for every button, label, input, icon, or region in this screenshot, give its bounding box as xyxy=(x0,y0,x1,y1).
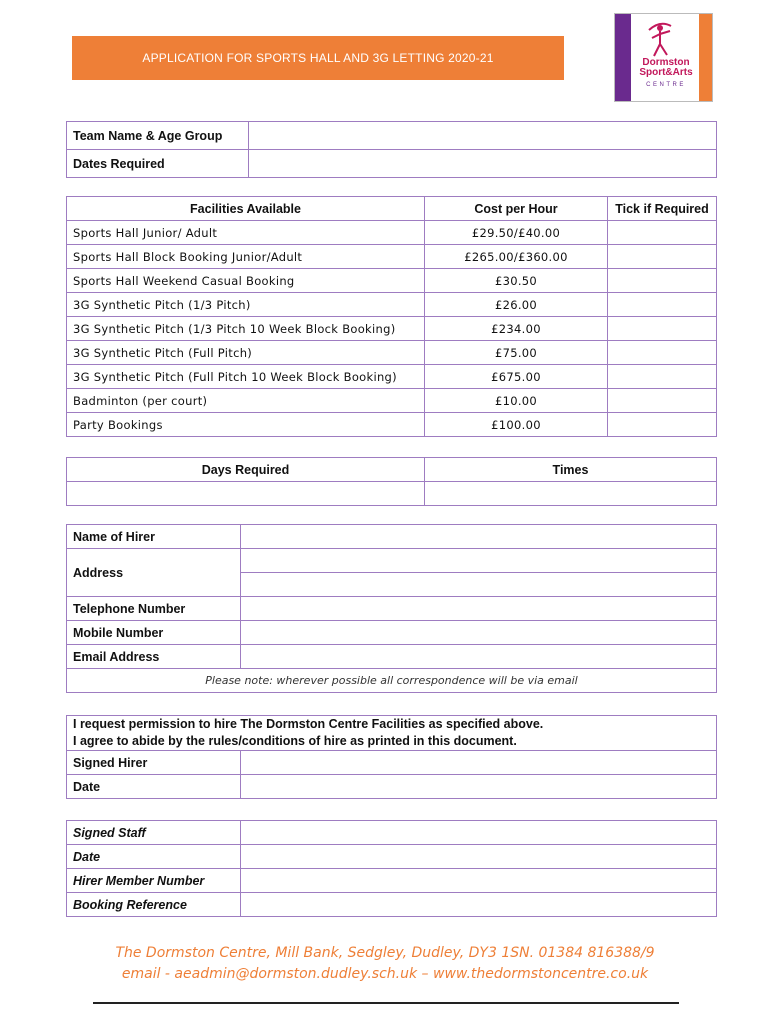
mobile-input[interactable] xyxy=(241,621,717,645)
table-row xyxy=(67,317,717,341)
signed-staff-input[interactable] xyxy=(241,821,717,845)
tick-cell[interactable] xyxy=(608,389,717,413)
hirer-date-label: Date xyxy=(67,775,241,799)
email-input[interactable] xyxy=(241,645,717,669)
times-header: Times xyxy=(425,458,717,482)
name-of-hirer-label: Name of Hirer xyxy=(67,525,241,549)
facility-cost: £26.00 xyxy=(425,293,608,317)
facility-cost: £675.00 xyxy=(425,365,608,389)
logo-line-2: Sport&Arts xyxy=(639,67,693,78)
cost-header: Cost per Hour xyxy=(425,197,608,221)
tick-cell[interactable] xyxy=(608,221,717,245)
dormston-logo xyxy=(614,13,713,102)
consent-table xyxy=(66,715,717,799)
times-input[interactable] xyxy=(425,482,717,506)
signed-hirer-label: Signed Hirer xyxy=(67,751,241,775)
facility-cost: £30.50 xyxy=(425,269,608,293)
consent-line-1: I request permission to hire The Dormston Centre Facilities as specified above. xyxy=(73,717,544,731)
facilities-table xyxy=(66,196,717,437)
team-table xyxy=(66,121,717,178)
telephone-label: Telephone Number xyxy=(67,597,241,621)
hirer-member-number-input[interactable] xyxy=(241,869,717,893)
dates-required-label: Dates Required xyxy=(67,150,249,178)
days-times-table xyxy=(66,457,717,506)
facility-name: 3G Synthetic Pitch (Full Pitch) xyxy=(67,341,425,365)
telephone-input[interactable] xyxy=(241,597,717,621)
consent-line-2: I agree to abide by the rules/conditions of hire as printed in this document. xyxy=(73,734,517,748)
table-row xyxy=(67,245,717,269)
tick-cell[interactable] xyxy=(608,317,717,341)
signed-staff-label: Signed Staff xyxy=(67,821,241,845)
facility-name: 3G Synthetic Pitch (1/3 Pitch) xyxy=(67,293,425,317)
team-name-input[interactable] xyxy=(249,122,717,150)
days-required-input[interactable] xyxy=(67,482,425,506)
table-row xyxy=(67,413,717,437)
days-required-header: Days Required xyxy=(67,458,425,482)
facilities-header: Facilities Available xyxy=(67,197,425,221)
facility-name: 3G Synthetic Pitch (1/3 Pitch 10 Week Block Booking) xyxy=(67,317,425,341)
staff-date-input[interactable] xyxy=(241,845,717,869)
correspondence-note: Please note: wherever possible all correspondence will be via email xyxy=(67,669,717,693)
facility-cost: £100.00 xyxy=(425,413,608,437)
facility-cost: £234.00 xyxy=(425,317,608,341)
tick-header: Tick if Required xyxy=(608,197,717,221)
mobile-label: Mobile Number xyxy=(67,621,241,645)
form-title: APPLICATION FOR SPORTS HALL AND 3G LETTING 2020-21 xyxy=(72,36,564,80)
footer-contact: email - aeadmin@dormston.dudley.sch.uk – www.thedormstoncentre.co.uk xyxy=(121,966,649,982)
booking-reference-input[interactable] xyxy=(241,893,717,917)
facility-name: 3G Synthetic Pitch (Full Pitch 10 Week Block Booking) xyxy=(67,365,425,389)
tick-cell[interactable] xyxy=(608,245,717,269)
table-row xyxy=(67,269,717,293)
tick-cell[interactable] xyxy=(608,293,717,317)
hirer-date-input[interactable] xyxy=(241,775,717,799)
booking-reference-label: Booking Reference xyxy=(67,893,241,917)
logo-line-1: Dormston xyxy=(642,57,690,68)
footer-rule xyxy=(93,1002,679,1004)
dancer-icon xyxy=(645,18,675,58)
staff-table xyxy=(66,820,717,917)
facility-cost: £10.00 xyxy=(425,389,608,413)
signed-hirer-input[interactable] xyxy=(241,751,717,775)
logo-line-3: CENTRE xyxy=(646,82,686,88)
facility-name: Sports Hall Weekend Casual Booking xyxy=(67,269,425,293)
facility-name: Sports Hall Block Booking Junior/Adult xyxy=(67,245,425,269)
facility-name: Sports Hall Junior/ Adult xyxy=(67,221,425,245)
staff-date-label: Date xyxy=(67,845,241,869)
hirer-table xyxy=(66,524,717,693)
tick-cell[interactable] xyxy=(608,413,717,437)
tick-cell[interactable] xyxy=(608,365,717,389)
facility-cost: £265.00/£360.00 xyxy=(425,245,608,269)
address-line-2-input[interactable] xyxy=(241,573,717,597)
table-row xyxy=(67,341,717,365)
table-row xyxy=(67,365,717,389)
address-line-1-input[interactable] xyxy=(241,549,717,573)
name-of-hirer-input[interactable] xyxy=(241,525,717,549)
tick-cell[interactable] xyxy=(608,341,717,365)
facility-name: Badminton (per court) xyxy=(67,389,425,413)
facility-cost: £75.00 xyxy=(425,341,608,365)
tick-cell[interactable] xyxy=(608,269,717,293)
footer-address: The Dormston Centre, Mill Bank, Sedgley, Dudley, DY3 1SN. 01384 816388/9 xyxy=(115,945,655,961)
address-label: Address xyxy=(67,549,241,597)
email-label: Email Address xyxy=(67,645,241,669)
table-row xyxy=(67,293,717,317)
facility-name: Party Bookings xyxy=(67,413,425,437)
dates-required-input[interactable] xyxy=(249,150,717,178)
facility-cost: £29.50/£40.00 xyxy=(425,221,608,245)
table-row xyxy=(67,389,717,413)
team-name-label: Team Name & Age Group xyxy=(67,122,249,150)
hirer-member-number-label: Hirer Member Number xyxy=(67,869,241,893)
table-row xyxy=(67,221,717,245)
consent-statement xyxy=(67,716,717,751)
